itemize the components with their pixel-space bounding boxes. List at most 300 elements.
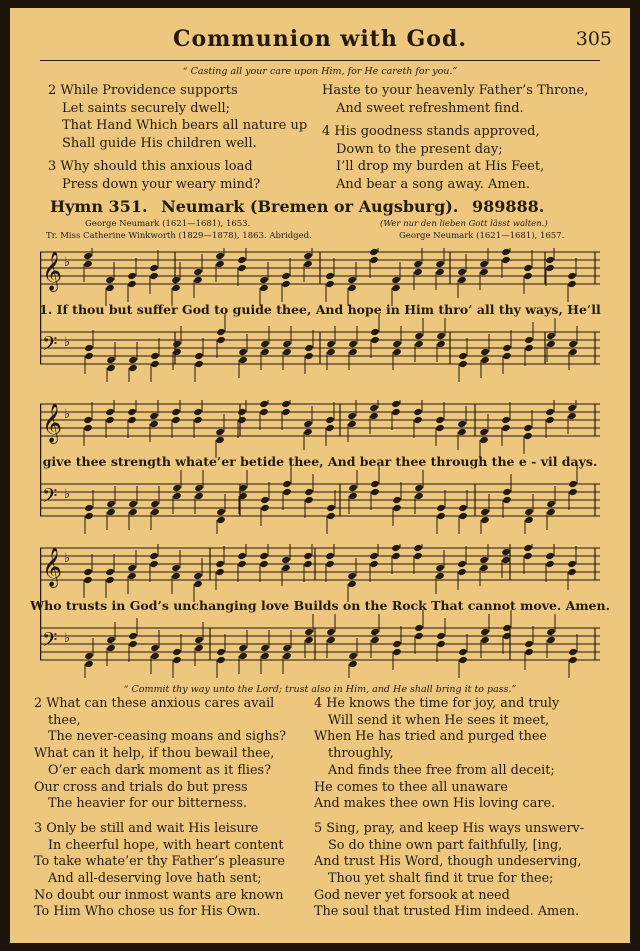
verse-line: And all-deserving love hath sent; — [48, 871, 262, 887]
note-head — [149, 552, 159, 560]
page-number: 305 — [575, 28, 612, 50]
note-head — [567, 568, 577, 576]
note-head — [105, 568, 115, 576]
note-head — [282, 480, 292, 488]
note-head — [237, 560, 247, 568]
note-head — [502, 488, 512, 496]
note-head — [171, 416, 181, 424]
note-head — [149, 420, 159, 428]
note-head — [149, 560, 159, 568]
note-head — [457, 428, 467, 436]
verse-line: 3 Only be still and wait His leisure — [34, 820, 259, 836]
composer-credit: George Neumark (1621—1681), 1657. — [399, 231, 565, 241]
note-head — [259, 284, 269, 292]
note-head — [369, 248, 379, 256]
note-head — [84, 660, 94, 668]
note-head — [326, 512, 336, 520]
note-head — [369, 256, 379, 264]
note-head — [259, 552, 269, 560]
note-head — [171, 572, 181, 580]
lyric-line-2: give thee strength whate’er betide thee, And bear thee through the e - vil days. — [42, 454, 598, 469]
note-head — [83, 260, 93, 268]
note-head — [325, 416, 335, 424]
note-head — [347, 572, 357, 580]
note-head — [193, 580, 203, 588]
note-head — [457, 268, 467, 276]
bass-clef-icon: 𝄢 — [42, 332, 58, 360]
note-head — [413, 268, 423, 276]
note-head — [435, 268, 445, 276]
note-head — [392, 340, 402, 348]
note-head — [501, 248, 511, 256]
note-head — [348, 484, 358, 492]
note-head — [303, 252, 313, 260]
note-head — [260, 340, 270, 348]
note-head — [436, 504, 446, 512]
note-head — [325, 560, 335, 568]
note-head — [392, 496, 402, 504]
note-head — [216, 336, 226, 344]
key-signature-flat: ♭ — [64, 551, 71, 566]
key-signature-flat: ♭ — [64, 407, 71, 422]
note-head — [436, 632, 446, 640]
bass-clef-icon: 𝄢 — [42, 484, 58, 512]
note-head — [567, 272, 577, 280]
note-head — [369, 412, 379, 420]
note-head — [413, 544, 423, 552]
stanza-3 — [34, 821, 286, 921]
note-head — [171, 284, 181, 292]
treble-clef-icon: 𝄞 — [42, 251, 63, 291]
note-head — [524, 336, 534, 344]
note-head — [567, 280, 577, 288]
note-head — [546, 332, 556, 340]
lyric-line-3: Who trusts in God’s unchanging love Builds on the Rock That cannot move. Amen. — [30, 598, 610, 613]
note-head — [237, 416, 247, 424]
note-head — [567, 560, 577, 568]
note-head — [172, 348, 182, 356]
note-head — [281, 280, 291, 288]
note-head — [480, 348, 490, 356]
page-title: Communion with God. — [172, 26, 468, 52]
note-head — [105, 408, 115, 416]
note-head — [458, 360, 468, 368]
note-head — [193, 276, 203, 284]
note-head — [435, 572, 445, 580]
note-head — [282, 652, 292, 660]
note-head — [523, 424, 533, 432]
stanza-2 — [48, 82, 307, 152]
note-head — [370, 480, 380, 488]
note-head — [545, 264, 555, 272]
note-head — [501, 416, 511, 424]
note-head — [106, 508, 116, 516]
note-head — [215, 560, 225, 568]
note-head — [83, 424, 93, 432]
note-head — [237, 408, 247, 416]
note-head — [546, 508, 556, 516]
note-head — [392, 504, 402, 512]
note-head — [546, 340, 556, 348]
verse-line: And finds thee free from all deceit; — [328, 762, 555, 778]
note-head — [84, 504, 94, 512]
bottom-epigraph: “ Commit thy way unto the Lord; trust also in Him, and He shall bring it to pass.” — [123, 684, 517, 695]
note-head — [414, 484, 424, 492]
note-head — [347, 276, 357, 284]
verse-line: When He has tried and purged thee — [314, 729, 548, 745]
note-head — [216, 648, 226, 656]
note-head — [259, 276, 269, 284]
note-head — [458, 512, 468, 520]
note-head — [545, 416, 555, 424]
note-head — [282, 644, 292, 652]
note-head — [479, 260, 489, 268]
note-head — [304, 496, 314, 504]
note-head — [128, 356, 138, 364]
note-head — [106, 644, 116, 652]
note-head — [392, 348, 402, 356]
top-right-stanzas — [322, 82, 588, 193]
note-head — [128, 640, 138, 648]
note-head — [325, 552, 335, 560]
note-head — [392, 640, 402, 648]
note-head — [479, 436, 489, 444]
note-head — [150, 360, 160, 368]
note-head — [347, 412, 357, 420]
note-head — [149, 412, 159, 420]
note-head — [281, 564, 291, 572]
note-head — [325, 424, 335, 432]
key-signature-flat: ♭ — [64, 255, 71, 270]
bass-clef-icon: 𝄢 — [42, 628, 58, 656]
note-head — [391, 400, 401, 408]
verse-line: God never yet forsook at need — [314, 887, 510, 903]
note-head — [304, 344, 314, 352]
verse-line: The never-ceasing moans and sighs? — [48, 729, 287, 745]
verse-line: No doubt our inmost wants are known — [34, 887, 284, 903]
note-head — [414, 492, 424, 500]
note-head — [523, 432, 533, 440]
note-head — [369, 560, 379, 568]
top-left-stanzas — [48, 82, 307, 193]
note-head — [127, 564, 137, 572]
verse-line: 4 His goodness stands approved, — [322, 124, 540, 139]
note-head — [480, 508, 490, 516]
note-head — [215, 428, 225, 436]
note-head — [237, 552, 247, 560]
note-head — [568, 648, 578, 656]
note-head — [282, 348, 292, 356]
stanza-4 — [322, 123, 588, 193]
note-head — [479, 428, 489, 436]
note-head — [568, 488, 578, 496]
note-head — [479, 268, 489, 276]
note-head — [502, 496, 512, 504]
note-head — [106, 500, 116, 508]
note-head — [237, 256, 247, 264]
note-head — [435, 260, 445, 268]
note-head — [304, 488, 314, 496]
note-head — [436, 512, 446, 520]
note-head — [348, 492, 358, 500]
note-head — [194, 484, 204, 492]
note-head — [105, 576, 115, 584]
verse-line: To take whate’er thy Father’s pleasure — [34, 854, 285, 870]
note-head — [480, 628, 490, 636]
note-head — [84, 512, 94, 520]
note-head — [281, 400, 291, 408]
verse-line: And makes thee own His loving care. — [314, 796, 556, 812]
note-head — [194, 636, 204, 644]
note-head — [413, 408, 423, 416]
hymn-number: Hymn 351. — [50, 197, 148, 216]
verse-line: Let saints securely dwell; — [62, 100, 231, 116]
note-head — [260, 644, 270, 652]
verse-line: And sweet refreshment find. — [336, 100, 524, 116]
note-head — [193, 572, 203, 580]
verse-line: I’ll drop my burden at His Feet, — [336, 159, 545, 174]
note-head — [193, 416, 203, 424]
note-head — [303, 420, 313, 428]
note-head — [545, 256, 555, 264]
note-head — [172, 656, 182, 664]
note-head — [83, 576, 93, 584]
note-head — [501, 424, 511, 432]
note-head — [326, 348, 336, 356]
key-signature-flat: ♭ — [64, 335, 71, 350]
top-epigraph: “ Casting all your care upon Him, for He careth for you.” — [182, 66, 458, 77]
note-head — [502, 352, 512, 360]
note-head — [171, 408, 181, 416]
note-head — [391, 276, 401, 284]
verse-line: So do thine own part faithfully, [ing, — [328, 837, 563, 853]
note-head — [194, 644, 204, 652]
verse-line: Shall guide His children well. — [62, 135, 257, 151]
note-head — [523, 272, 533, 280]
note-head — [546, 500, 556, 508]
note-head — [83, 252, 93, 260]
verse-line: Thou yet shalt find it true for thee; — [328, 871, 554, 887]
note-head — [216, 328, 226, 336]
verse-line: Press down your weary mind? — [62, 176, 261, 192]
note-head — [370, 336, 380, 344]
note-head — [238, 652, 248, 660]
original-title: (Wer nur den lieben Gott lässt walten.) — [380, 219, 548, 229]
note-head — [128, 508, 138, 516]
note-head — [568, 348, 578, 356]
note-head — [106, 636, 116, 644]
stanza-5 — [314, 821, 584, 921]
meter: 989888. — [472, 197, 545, 216]
note-head — [348, 652, 358, 660]
verse-line: Our cross and trials do but press — [34, 779, 248, 795]
verse-line: 2 While Providence supports — [48, 83, 238, 98]
note-head — [303, 560, 313, 568]
note-head — [545, 408, 555, 416]
note-head — [347, 284, 357, 292]
note-head — [347, 420, 357, 428]
note-head — [414, 340, 424, 348]
stanza-4 — [314, 696, 584, 813]
verse-line: What can it help, if thou bewail thee, — [34, 746, 275, 762]
note-head — [259, 560, 269, 568]
verse-line: throughly, — [328, 746, 394, 762]
note-head — [326, 504, 336, 512]
note-head — [150, 644, 160, 652]
note-head — [436, 640, 446, 648]
note-head — [171, 276, 181, 284]
note-head — [260, 504, 270, 512]
verse-line: In cheerful hope, with heart content — [48, 837, 284, 853]
note-head — [172, 484, 182, 492]
note-head — [391, 408, 401, 416]
note-head — [458, 656, 468, 664]
note-head — [435, 564, 445, 572]
note-head — [435, 424, 445, 432]
note-head — [259, 408, 269, 416]
note-head — [83, 568, 93, 576]
note-head — [479, 556, 489, 564]
note-head — [127, 572, 137, 580]
header-rule — [40, 60, 600, 61]
note-head — [106, 356, 116, 364]
note-head — [259, 400, 269, 408]
note-head — [568, 480, 578, 488]
note-head — [150, 500, 160, 508]
note-head — [326, 636, 336, 644]
note-head — [524, 516, 534, 524]
note-head — [84, 344, 94, 352]
note-head — [524, 648, 534, 656]
note-head — [215, 260, 225, 268]
note-head — [458, 352, 468, 360]
note-head — [392, 648, 402, 656]
note-head — [282, 340, 292, 348]
verse-line: To Him Who chose us for His Own. — [34, 904, 261, 920]
note-head — [127, 408, 137, 416]
note-head — [391, 552, 401, 560]
note-head — [237, 264, 247, 272]
note-head — [150, 508, 160, 516]
note-head — [457, 276, 467, 284]
note-head — [502, 344, 512, 352]
note-head — [523, 264, 533, 272]
note-head — [523, 544, 533, 552]
note-head — [150, 352, 160, 360]
note-head — [369, 404, 379, 412]
note-head — [194, 360, 204, 368]
note-head — [304, 352, 314, 360]
note-head — [567, 404, 577, 412]
note-head — [501, 548, 511, 556]
verse-line: 2 What can these anxious cares avail — [34, 696, 275, 711]
note-head — [215, 568, 225, 576]
verse-line: Down to the present day; — [336, 141, 503, 157]
note-head — [458, 504, 468, 512]
note-head — [83, 416, 93, 424]
key-signature-flat: ♭ — [64, 631, 71, 646]
note-head — [369, 552, 379, 560]
note-head — [457, 420, 467, 428]
note-head — [545, 560, 555, 568]
note-head — [260, 496, 270, 504]
note-head — [545, 552, 555, 560]
note-head — [172, 492, 182, 500]
note-head — [370, 628, 380, 636]
treble-clef-icon: 𝄞 — [42, 547, 63, 587]
note-head — [436, 340, 446, 348]
note-head — [435, 416, 445, 424]
note-head — [303, 260, 313, 268]
note-head — [370, 636, 380, 644]
note-head — [458, 648, 468, 656]
note-head — [215, 436, 225, 444]
note-head — [238, 356, 248, 364]
stanza-3 — [48, 158, 307, 193]
note-head — [546, 636, 556, 644]
note-head — [413, 260, 423, 268]
note-head — [413, 416, 423, 424]
note-head — [567, 412, 577, 420]
note-head — [238, 348, 248, 356]
note-head — [149, 264, 159, 272]
note-head — [303, 552, 313, 560]
note-head — [414, 332, 424, 340]
hymnal-page — [10, 8, 630, 943]
note-head — [391, 284, 401, 292]
verse-line: thee, — [48, 712, 81, 728]
key-signature-flat: ♭ — [64, 487, 71, 502]
note-head — [127, 416, 137, 424]
verse-line: The heavier for our bitterness. — [48, 796, 247, 812]
note-head — [127, 280, 137, 288]
bottom-left-stanzas — [34, 696, 286, 921]
note-head — [216, 656, 226, 664]
note-head — [238, 644, 248, 652]
note-head — [281, 272, 291, 280]
author-credit: George Neumark (1621—1681), 1653. — [85, 219, 251, 229]
note-head — [194, 352, 204, 360]
note-head — [106, 364, 116, 372]
note-head — [326, 628, 336, 636]
note-head — [479, 564, 489, 572]
note-head — [84, 652, 94, 660]
stanza-2 — [34, 696, 286, 813]
note-head — [524, 508, 534, 516]
verse-line: That Hand Which bears all nature up — [62, 118, 308, 133]
note-head — [128, 500, 138, 508]
note-head — [325, 272, 335, 280]
note-head — [304, 628, 314, 636]
note-head — [215, 252, 225, 260]
note-head — [480, 516, 490, 524]
translator-credit: Tr. Miss Catherine Winkworth (1829—1878), 1863. Abridged. — [46, 231, 312, 241]
note-head — [568, 340, 578, 348]
verse-line: Will send it when He sees it meet, — [328, 712, 550, 728]
note-head — [193, 268, 203, 276]
verse-line: 4 He knows the time for joy, and truly — [314, 696, 560, 711]
stanza-3-continued — [322, 82, 588, 117]
note-head — [480, 636, 490, 644]
note-head — [501, 256, 511, 264]
note-head — [326, 340, 336, 348]
note-head — [523, 552, 533, 560]
note-head — [414, 624, 424, 632]
note-head — [348, 660, 358, 668]
note-head — [457, 560, 467, 568]
note-head — [303, 428, 313, 436]
verse-line: He comes to thee all unaware — [314, 779, 508, 795]
